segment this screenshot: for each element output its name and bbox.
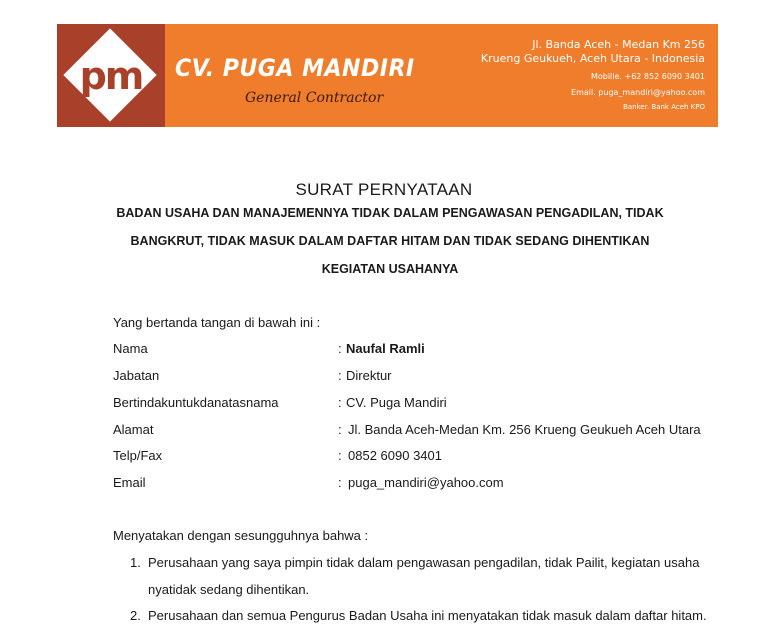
letterhead xyxy=(57,24,718,127)
field-label: Bertindakuntukdanatasnama xyxy=(113,395,279,410)
field-separator: : xyxy=(338,448,342,463)
company-name: CV. PUGA MANDIRI xyxy=(175,54,415,82)
field-separator: : xyxy=(338,368,342,383)
banker-info: Banker. Bank Aceh KPO xyxy=(623,103,705,111)
field-value: Naufal Ramli xyxy=(346,341,425,356)
email-address: Email. puga_mandiri@yahoo.com xyxy=(571,88,705,97)
mobile-number: Mobille. +62 852 6090 3401 xyxy=(590,72,705,81)
statement-item-1-continuation: nyatidak sedang dihentikan. xyxy=(148,582,310,597)
item-number: 1. xyxy=(130,555,141,570)
logo-monogram: pm xyxy=(79,53,143,98)
item-number: 2. xyxy=(130,608,141,623)
field-value: Jl. Banda Aceh-Medan Km. 256 Krueng Geukueh Aceh Utara xyxy=(348,422,701,437)
address-line-1: Jl. Banda Aceh - Medan Km 256 xyxy=(532,38,705,51)
field-label: Nama xyxy=(113,341,148,356)
field-value: puga_mandiri@yahoo.com xyxy=(348,475,504,490)
field-separator: : xyxy=(338,422,342,437)
field-label: Telp/Fax xyxy=(113,448,163,463)
company-tagline: General Contractor xyxy=(245,90,384,106)
field-value: Direktur xyxy=(346,368,392,383)
subtitle-line-1: BADAN USAHA DAN MANAJEMENNYA TIDAK DALAM PENGAWASAN PENGADILAN, TIDAK xyxy=(116,206,664,220)
item-text: Perusahaan yang saya pimpin tidak dalam pengawasan pengadilan, tidak Pailit, kegiatan usaha xyxy=(148,555,700,570)
document-title: SURAT PERNYATAAN xyxy=(295,180,473,199)
field-separator: : xyxy=(338,341,342,356)
signatory-intro: Yang bertanda tangan di bawah ini : xyxy=(113,315,321,330)
field-label: Jabatan xyxy=(113,368,160,383)
contact-block xyxy=(481,38,705,114)
statement-intro: Menyatakan dengan sesungguhnya bahwa : xyxy=(113,528,369,543)
brand-band xyxy=(165,24,718,127)
field-separator: : xyxy=(338,395,342,410)
field-value: CV. Puga Mandiri xyxy=(346,395,447,410)
company-logo xyxy=(57,24,165,127)
address-line-2: Krueng Geukueh, Aceh Utara - Indonesia xyxy=(480,52,705,65)
subtitle-line-2: BANGKRUT, TIDAK MASUK DALAM DAFTAR HITAM DAN TIDAK SEDANG DIHENTIKAN xyxy=(130,234,650,248)
field-label: Alamat xyxy=(113,422,154,437)
item-text: Perusahaan dan semua Pengurus Badan Usaha ini menyatakan tidak masuk dalam daftar hitam. xyxy=(148,608,707,623)
field-value: 0852 6090 3401 xyxy=(348,448,442,463)
field-label: Email xyxy=(113,475,146,490)
field-separator: : xyxy=(338,475,342,490)
subtitle-line-3: KEGIATAN USAHANYA xyxy=(321,262,459,276)
